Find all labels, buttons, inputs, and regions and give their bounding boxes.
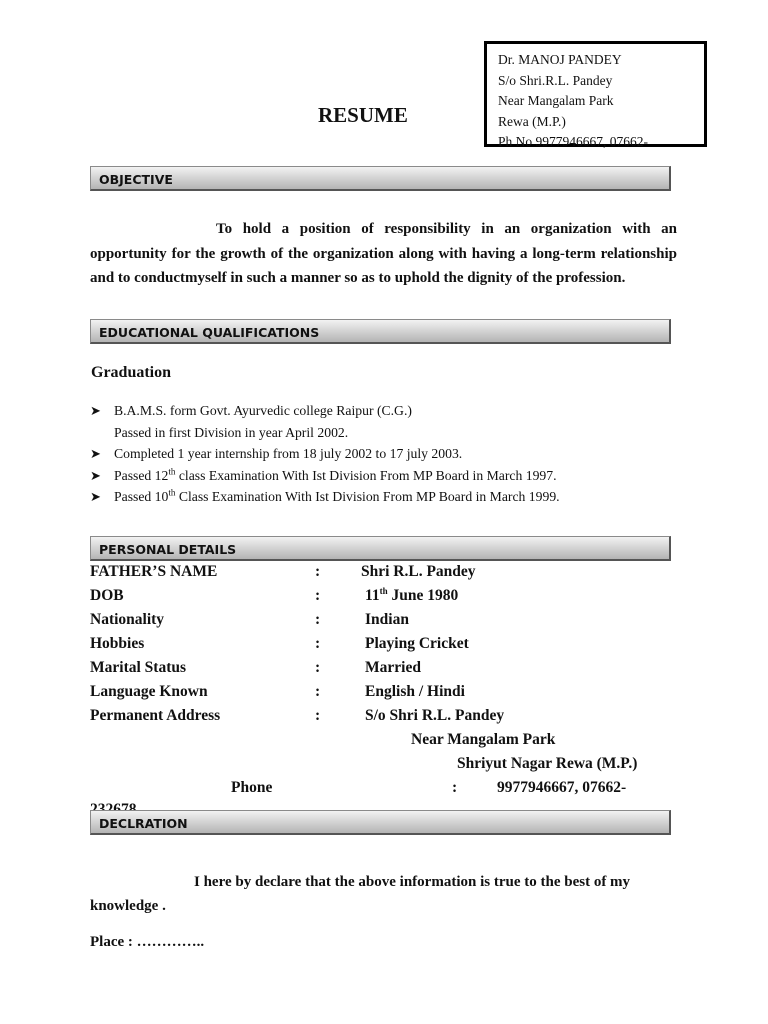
separator-colon: : <box>315 563 321 580</box>
list-item <box>90 443 690 465</box>
section-bar-declaration: DECLRATION <box>90 810 671 835</box>
education-list <box>90 400 690 508</box>
education-subheading: Graduation <box>91 364 172 381</box>
list-item-continuation: Passed in first Division in year April 2002. <box>114 424 349 440</box>
address-phone: Ph No 9977946667, 07662- <box>498 134 649 149</box>
superscript: th <box>379 585 388 596</box>
value-address-line2: Near Mangalam Park <box>411 731 556 748</box>
label-address: Permanent Address <box>90 707 221 724</box>
arrow-bullet-icon: ➤ <box>90 403 101 418</box>
value-marital-status: Married <box>365 659 421 676</box>
label-phone: Phone <box>231 779 273 796</box>
address-box <box>484 41 707 147</box>
superscript: th <box>168 487 176 498</box>
list-item <box>90 400 690 422</box>
dob-day: 11 <box>365 587 380 604</box>
value-address-line3: Shriyut Nagar Rewa (M.P.) <box>457 755 638 772</box>
list-item-text: B.A.M.S. form Govt. Ayurvedic college Raipur (C.G.) <box>114 403 412 418</box>
arrow-bullet-icon: ➤ <box>90 467 101 483</box>
separator-colon: : <box>315 611 321 628</box>
list-item <box>90 486 690 508</box>
label-dob: DOB <box>90 587 124 604</box>
list-item-text-pre: Passed 10 <box>114 489 169 505</box>
dob-rest: June 1980 <box>387 587 459 604</box>
address-name: Dr. MANOJ PANDEY <box>498 52 622 67</box>
declaration-paragraph <box>90 870 675 918</box>
section-bar-objective: OBJECTIVE <box>90 166 671 191</box>
separator-colon: : <box>315 707 321 724</box>
value-fathers-name: Shri R.L. Pandey <box>361 563 476 580</box>
separator-colon: : <box>452 779 458 796</box>
label-nationality: Nationality <box>90 611 165 628</box>
value-phone-overflow <box>90 799 137 809</box>
declaration-text: I here by declare that the above information is true to the best of my knowledge . <box>90 874 631 914</box>
list-item <box>90 465 690 487</box>
objective-text: To hold a position of responsibility in an organization with an opportunity for the growth of the organization along with having a long-term relationship and to conductmyself in such a manner so as to uphold the dignity of the profession. <box>90 221 677 286</box>
arrow-bullet-icon: ➤ <box>90 446 101 462</box>
address-city: Rewa (M.P.) <box>498 113 566 129</box>
address-locality: Near Mangalam Park <box>498 93 614 108</box>
separator-colon: : <box>315 659 321 676</box>
list-item-text-post: class Examination With Ist Division From MP Board in March 1997. <box>175 467 557 483</box>
label-fathers-name: FATHER’S NAME <box>90 563 218 580</box>
value-hobbies: Playing Cricket <box>365 635 469 652</box>
separator-colon: : <box>315 683 321 700</box>
address-parent: S/o Shri.R.L. Pandey <box>498 72 613 88</box>
value-language: English / Hindi <box>365 683 465 700</box>
page-title: RESUME <box>318 103 408 127</box>
section-bar-education: EDUCATIONAL QUALIFICATIONS <box>90 319 671 344</box>
value-dob <box>365 584 458 608</box>
value-nationality: Indian <box>365 611 409 628</box>
label-hobbies: Hobbies <box>90 635 145 652</box>
superscript: th <box>168 466 176 477</box>
separator-colon: : <box>315 635 321 652</box>
list-item-text-pre: Passed 12 <box>114 467 169 483</box>
list-item-text: Completed 1 year internship from 18 july 2002 to 17 july 2003. <box>114 446 463 462</box>
arrow-bullet-icon: ➤ <box>90 489 101 505</box>
objective-paragraph <box>90 217 677 291</box>
value-phone: 9977946667, 07662- <box>497 779 627 796</box>
label-language: Language Known <box>90 683 208 700</box>
section-bar-personal: PERSONAL DETAILS <box>90 536 671 561</box>
label-marital-status: Marital Status <box>90 659 187 676</box>
list-item-text-post: Class Examination With Ist Division From MP Board in March 1999. <box>175 489 560 505</box>
separator-colon: : <box>315 587 321 604</box>
place-line: Place : ………….. <box>90 934 205 950</box>
value-address-line1: S/o Shri R.L. Pandey <box>365 707 505 724</box>
